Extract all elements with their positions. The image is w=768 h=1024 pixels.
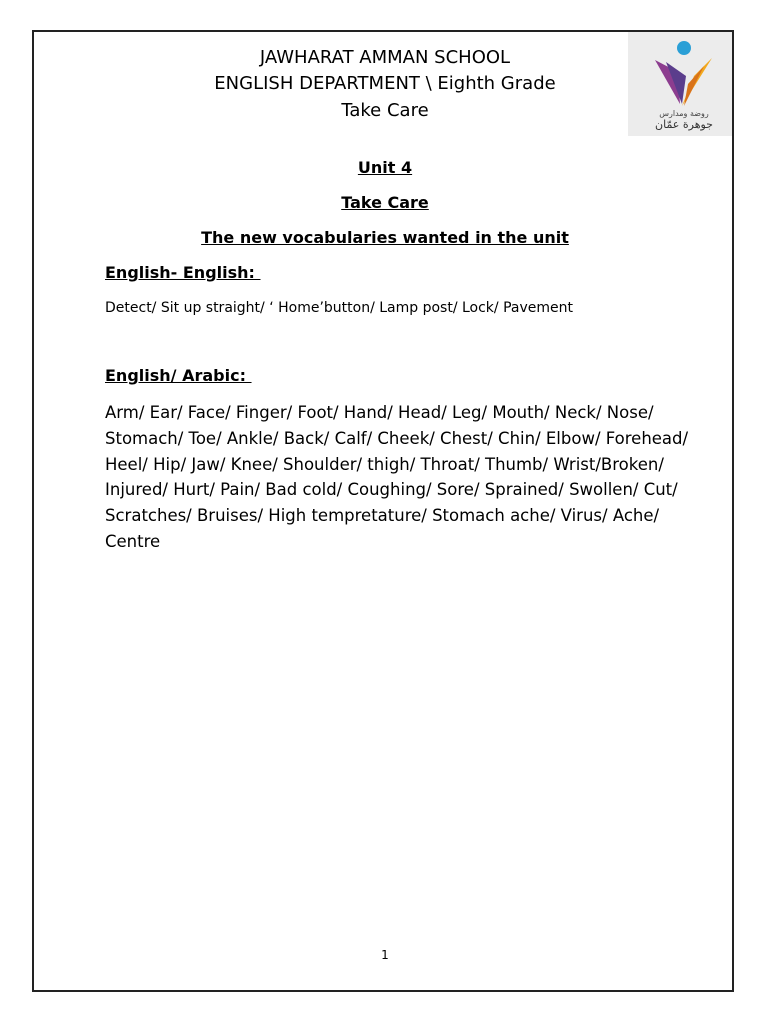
english-arabic-words: Arm/ Ear/ Face/ Finger/ Foot/ Hand/ Head/ Leg/ Mouth/ Neck/ Nose/ Stomach/ Toe/ Ankle/ Back/ Calf/ Cheek/ Chest/ Chin/ Elbow/ Forehead/ Heel/ Hip/ Jaw/ Knee/ Shoulder/ thigh/ Throat/ Thumb/ Wrist/Broken/ Injured/ Hurt/ Pain/ Bad cold/ Coughing/ Sore/ Sprained/ Swollen/ Cut/ Scratches/ Bruises/ High tempretature/ Stomach ache/ Virus/ Ache/ Centre xyxy=(105,403,689,551)
logo-arabic-line2: جوهرة عمّان xyxy=(655,118,713,131)
page-number: 1 xyxy=(381,948,389,962)
logo-arabic-line1: روضة ومدارس xyxy=(659,109,709,118)
department-title: ENGLISH DEPARTMENT \ Eighth Grade xyxy=(214,73,556,94)
english-arabic-label: English/ Arabic: xyxy=(105,366,252,385)
subject-title: Take Care xyxy=(341,100,429,121)
vocab-heading: The new vocabularies wanted in the unit xyxy=(201,228,569,247)
english-english-words: Detect/ Sit up straight/ ‘ Home’button/ Lamp post/ Lock/ Pavement xyxy=(105,300,573,316)
english-english-label: English- English: xyxy=(105,263,261,282)
unit-title: Take Care xyxy=(341,193,429,212)
unit-label: Unit 4 xyxy=(357,158,413,177)
school-name: JAWHARAT AMMAN SCHOOL xyxy=(259,47,511,68)
